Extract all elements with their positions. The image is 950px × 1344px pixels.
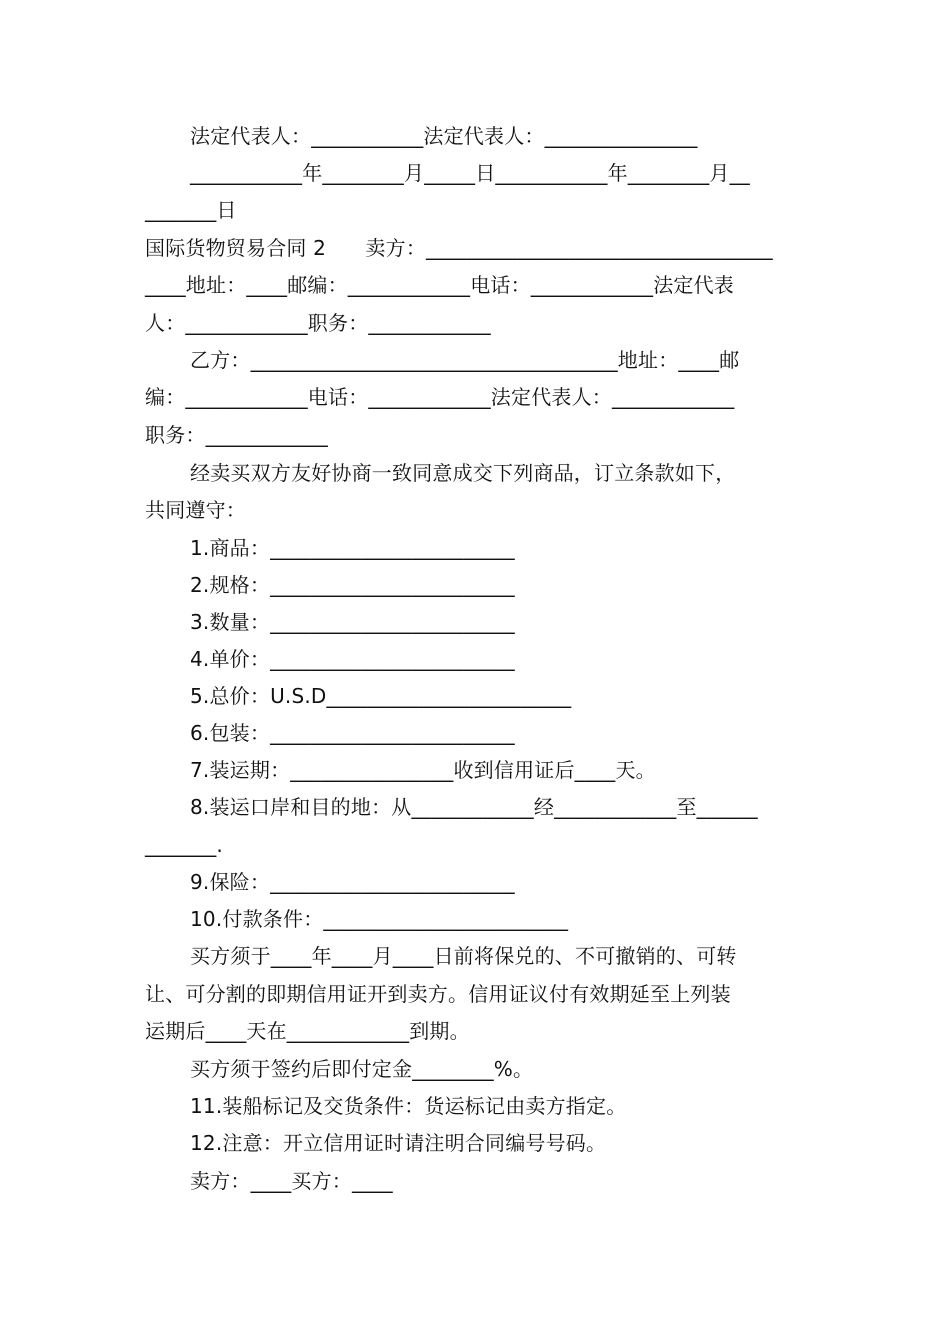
- clause-payment-terms: 10.付款条件：________________________: [190, 907, 569, 931]
- contract-title-seller-line: 国际货物贸易合同 2 卖方：__________________________________: [145, 236, 773, 260]
- party-b-position-line: 职务：____________: [145, 423, 328, 447]
- date-line-continuation: _______日: [145, 198, 237, 222]
- clause-marks-delivery: 11.装船标记及交货条件：货运标记由卖方指定。: [190, 1094, 627, 1118]
- deposit-line: 买方须于签约后即付定金________%。: [190, 1057, 534, 1081]
- clause-quantity: 3.数量：________________________: [190, 610, 515, 634]
- clause-notice: 12.注意：开立信用证时请注明合同编号号码。: [190, 1131, 607, 1155]
- clause-packing: 6.包装：________________________: [190, 721, 515, 745]
- party-b-contact-line: 编：____________电话：____________法定代表人：____________: [145, 385, 735, 409]
- clause-commodity: 1.商品：________________________: [190, 536, 515, 560]
- letter-of-credit-line-2: 让、可分割的即期信用证开到卖方。信用证议付有效期延至上列装: [145, 982, 731, 1006]
- letter-of-credit-line-3: 运期后____天在____________到期。: [145, 1019, 470, 1043]
- signature-line: 卖方：____买方：____: [190, 1169, 393, 1193]
- clause-ports-continuation: _______.: [145, 833, 223, 857]
- clause-insurance: 9.保险：________________________: [190, 870, 515, 894]
- agreement-intro-line: 经卖买双方友好协商一致同意成交下列商品，订立条款如下，: [190, 461, 736, 485]
- agreement-intro-continuation: 共同遵守：: [145, 498, 246, 522]
- clause-specification: 2.规格：________________________: [190, 573, 515, 597]
- party-b-line: 乙方：____________________________________地址：____邮: [190, 348, 740, 372]
- clause-shipment-period: 7.装运期：________________收到信用证后____天。: [190, 758, 656, 782]
- date-line: ___________年________月_____日___________年________月__: [190, 161, 750, 185]
- seller-contact-line: ____地址：____邮编：____________电话：____________法定代表: [145, 273, 734, 297]
- letter-of-credit-line-1: 买方须于____年____月____日前将保兑的、不可撤销的、可转: [190, 944, 737, 968]
- legal-representative-line: 法定代表人：___________法定代表人：_______________: [190, 124, 698, 148]
- seller-position-line: 人：____________职务：____________: [145, 311, 491, 335]
- clause-unit-price: 4.单价：________________________: [190, 647, 515, 671]
- clause-ports: 8.装运口岸和目的地：从____________经____________至______: [190, 795, 758, 819]
- clause-total-price: 5.总价：U.S.D________________________: [190, 684, 572, 708]
